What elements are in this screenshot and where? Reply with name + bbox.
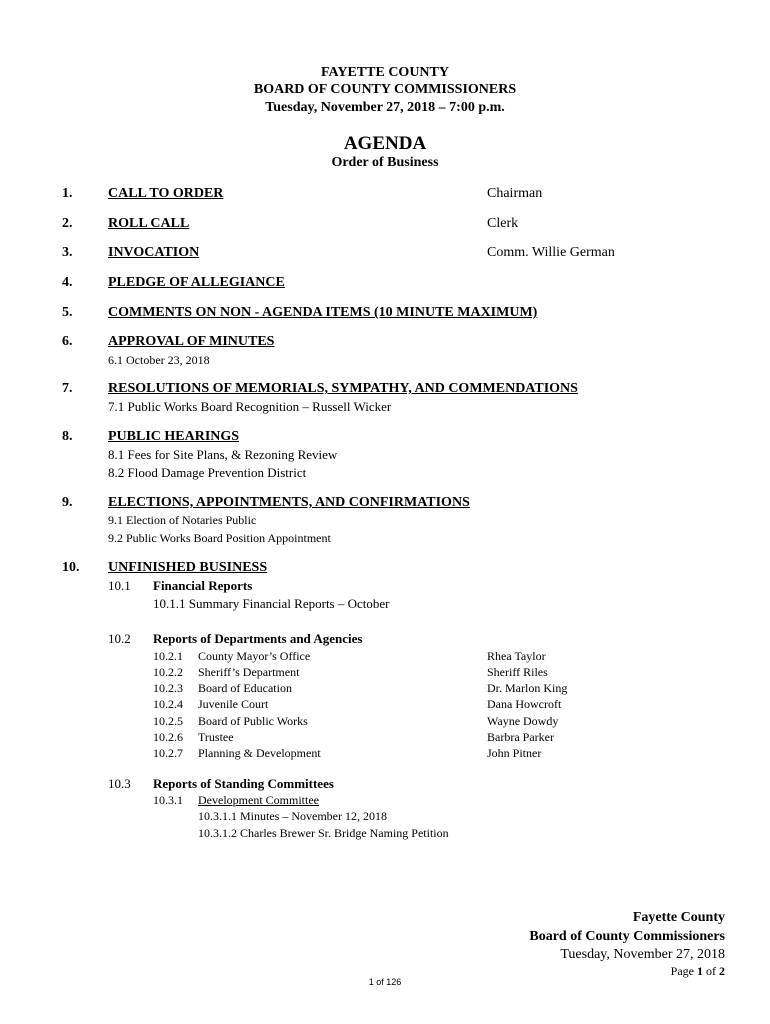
committee-sub-item: 10.3.1.1 Minutes – November 12, 2018: [198, 809, 387, 823]
report-number: 10.2.7: [153, 746, 183, 760]
report-number: 10.2.2: [153, 665, 183, 679]
page-current: 1: [697, 964, 703, 978]
section-title: Financial Reports: [153, 578, 253, 593]
section-title: Reports of Standing Committees: [153, 776, 334, 791]
report-number: 10.2.6: [153, 730, 183, 744]
item-number: 7.: [62, 381, 73, 396]
sub-item: 6.1 October 23, 2018: [108, 353, 210, 367]
sub-item: 8.1 Fees for Site Plans, & Rezoning Review: [108, 447, 338, 462]
item-title: PLEDGE OF ALLEGIANCE: [108, 275, 285, 290]
page-prefix: Page: [670, 964, 694, 978]
item-title: PUBLIC HEARINGS: [108, 429, 240, 444]
report-label: Trustee: [198, 730, 234, 744]
item-number: 10.: [62, 560, 80, 575]
footer-county: Fayette County: [632, 910, 725, 925]
report-person: Dana Howcroft: [487, 697, 562, 711]
footer-board: Board of County Commissioners: [529, 929, 725, 944]
committee-title: Development Committee: [198, 793, 319, 807]
county-heading: FAYETTE COUNTY: [321, 65, 449, 80]
report-person: John Pitner: [487, 746, 542, 760]
report-label: Sheriff’s Department: [198, 665, 300, 679]
item-title: ROLL CALL: [108, 216, 190, 231]
page-total: 2: [719, 964, 725, 978]
item-number: 3.: [62, 245, 73, 260]
item-title: COMMENTS ON NON - AGENDA ITEMS (10 MINUTE MAXIMUM): [108, 305, 538, 320]
item-title: CALL TO ORDER: [108, 186, 224, 201]
item-number: 5.: [62, 305, 73, 320]
report-number: 10.2.5: [153, 714, 183, 728]
item-number: 1.: [62, 186, 73, 201]
report-number: 10.2.4: [153, 697, 183, 711]
item-number: 9.: [62, 495, 73, 510]
item-number: 6.: [62, 334, 73, 349]
sub-item: 10.1.1 Summary Financial Reports – October: [153, 596, 390, 611]
section-number: 10.3: [108, 776, 131, 791]
report-label: Board of Public Works: [198, 714, 308, 728]
footer-date: Tuesday, November 27, 2018: [560, 947, 725, 962]
page-of: of: [706, 964, 716, 978]
sub-item: 8.2 Flood Damage Prevention District: [108, 465, 307, 480]
item-number: 8.: [62, 429, 73, 444]
agenda-title: AGENDA: [343, 133, 427, 154]
meeting-date-time: Tuesday, November 27, 2018 – 7:00 p.m.: [265, 100, 505, 115]
sub-item: 7.1 Public Works Board Recognition – Russell Wicker: [108, 399, 392, 414]
pdf-page-indicator: 1 of 126: [368, 977, 402, 987]
report-person: Wayne Dowdy: [487, 714, 559, 728]
sub-item: 9.2 Public Works Board Position Appointment: [108, 531, 331, 545]
report-person: Rhea Taylor: [487, 649, 546, 663]
committee-number: 10.3.1: [153, 793, 183, 807]
agenda-subtitle: Order of Business: [331, 155, 439, 170]
item-title: ELECTIONS, APPOINTMENTS, AND CONFIRMATIONS: [108, 495, 470, 510]
item-number: 2.: [62, 216, 73, 231]
item-responsible: Clerk: [487, 216, 519, 231]
item-number: 4.: [62, 275, 73, 290]
report-label: Juvenile Court: [198, 697, 269, 711]
report-person: Dr. Marlon King: [487, 681, 568, 695]
report-label: Board of Education: [198, 681, 292, 695]
report-number: 10.2.3: [153, 681, 183, 695]
report-label: Planning & Development: [198, 746, 321, 760]
committee-sub-item: 10.3.1.2 Charles Brewer Sr. Bridge Naming Petition: [198, 826, 449, 840]
item-responsible: Comm. Willie German: [487, 245, 615, 260]
section-title: Reports of Departments and Agencies: [153, 631, 363, 646]
section-number: 10.1: [108, 578, 131, 593]
sub-item: 9.1 Election of Notaries Public: [108, 513, 257, 527]
item-title: APPROVAL OF MINUTES: [108, 334, 275, 349]
item-title: UNFINISHED BUSINESS: [108, 560, 268, 575]
item-title: RESOLUTIONS OF MEMORIALS, SYMPATHY, AND COMMENDATIONS: [108, 381, 578, 396]
item-responsible: Chairman: [487, 186, 543, 201]
section-number: 10.2: [108, 631, 131, 646]
report-number: 10.2.1: [153, 649, 183, 663]
report-person: Sheriff Riles: [487, 665, 548, 679]
report-label: County Mayor’s Office: [198, 649, 311, 663]
item-title: INVOCATION: [108, 245, 200, 260]
report-person: Barbra Parker: [487, 730, 554, 744]
board-heading: BOARD OF COUNTY COMMISSIONERS: [253, 82, 517, 97]
